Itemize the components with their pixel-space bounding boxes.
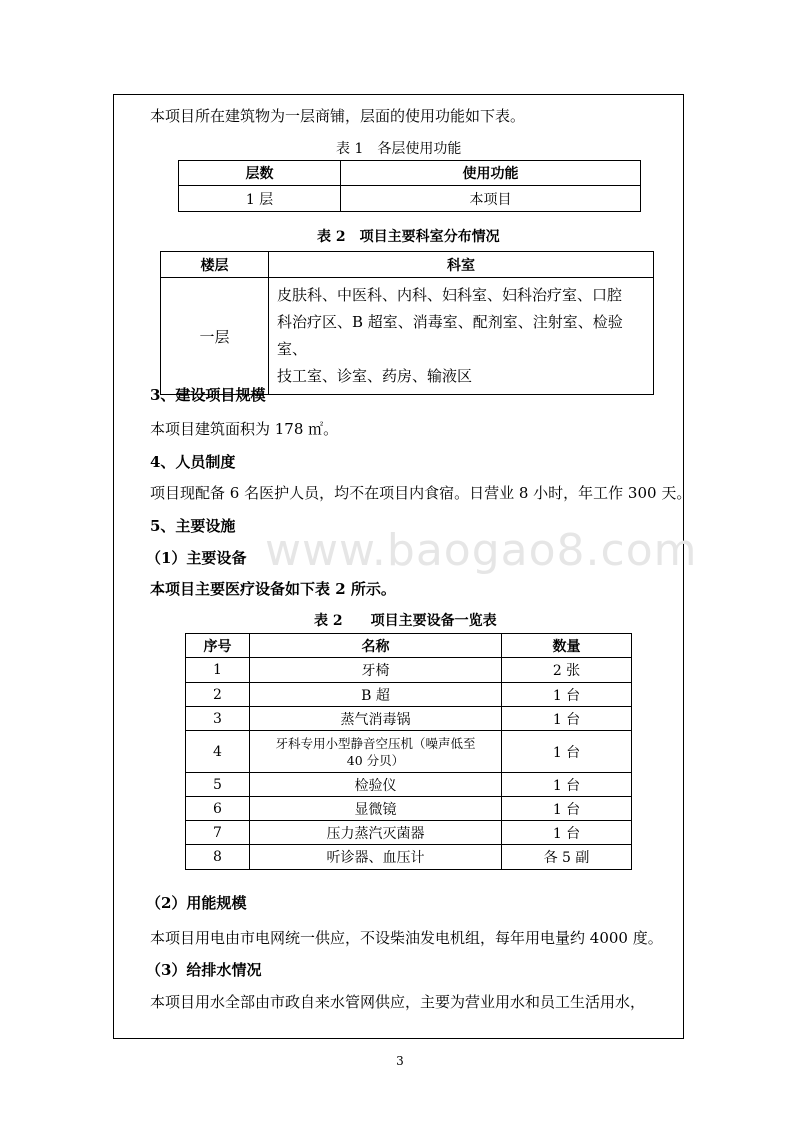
rooms-line: 科治疗区、B 超室、消毒室、配剂室、注射室、检验室、 xyxy=(277,313,623,358)
table3-header-no: 序号 xyxy=(186,634,250,658)
table3-cell: 1 xyxy=(186,658,250,683)
table-row xyxy=(186,683,632,707)
department-table xyxy=(160,251,654,395)
sub1-heading: （1）主要设备 xyxy=(146,549,247,567)
table3-cell: 2 张 xyxy=(502,658,632,683)
table1-header-floor: 层数 xyxy=(179,161,341,186)
table3-cell: 1 台 xyxy=(502,821,632,845)
table-row xyxy=(186,821,632,845)
table3-cell: 牙科专用小型静音空压机（噪声低至 40 分贝） xyxy=(250,731,502,773)
table2-header-rooms: 科室 xyxy=(269,252,654,278)
table1-cell: 本项目 xyxy=(341,186,641,212)
table3-cell: 7 xyxy=(186,821,250,845)
table1-cell: 1 层 xyxy=(179,186,341,212)
table3-cell: 听诊器、血压计 xyxy=(250,845,502,870)
table2-floor-cell: 一层 xyxy=(161,278,269,395)
table2-rooms-cell xyxy=(269,278,654,395)
table3-cell: 2 xyxy=(186,683,250,707)
sub1-text: 本项目主要医疗设备如下表 2 所示。 xyxy=(150,580,396,598)
equipment-table xyxy=(185,633,632,870)
table3-cell: 1 台 xyxy=(502,731,632,773)
section5-heading: 5、主要设施 xyxy=(150,517,236,535)
sub2-text: 本项目用电由市电网统一供应，不设柴油发电机组，每年用电量约 4000 度。 xyxy=(150,929,663,947)
table-row xyxy=(186,845,632,870)
floor-function-table xyxy=(178,160,641,212)
table2-header-floor: 楼层 xyxy=(161,252,269,278)
section4-text: 项目现配备 6 名医护人员，均不在项目内食宿。日营业 8 小时，年工作 300 天。 xyxy=(150,484,692,502)
table3-cell: 1 台 xyxy=(502,773,632,797)
table3-cell: 8 xyxy=(186,845,250,870)
table3-header-name: 名称 xyxy=(250,634,502,658)
table3-cell: 压力蒸汽灭菌器 xyxy=(250,821,502,845)
page-number: 3 xyxy=(396,1054,404,1068)
table3-cell: 蒸气消毒锅 xyxy=(250,707,502,731)
table3-cell: 6 xyxy=(186,797,250,821)
sub2-heading: （2）用能规模 xyxy=(146,894,247,912)
table3-cell: 显微镜 xyxy=(250,797,502,821)
rooms-line: 技工室、诊室、药房、输液区 xyxy=(277,367,473,385)
table3-cell: 1 台 xyxy=(502,683,632,707)
sub3-heading: （3）给排水情况 xyxy=(146,961,262,979)
intro-text: 本项目所在建筑物为一层商铺，层面的使用功能如下表。 xyxy=(150,107,526,125)
table3-cell: 4 xyxy=(186,731,250,773)
section3-heading: 3、建设项目规模 xyxy=(150,386,266,404)
table-row xyxy=(186,731,632,773)
table3-cell: 牙椅 xyxy=(250,658,502,683)
sub3-text: 本项目用水全部由市政自来水管网供应，主要为营业用水和员工生活用水， xyxy=(150,993,646,1011)
table-row xyxy=(179,186,641,212)
table3-cell: 1 台 xyxy=(502,797,632,821)
table3-header-qty: 数量 xyxy=(502,634,632,658)
table3-cell: 检验仪 xyxy=(250,773,502,797)
rooms-line: 皮肤科、中医科、内科、妇科室、妇科治疗室、口腔 xyxy=(277,286,623,304)
table3-caption: 表 2 项目主要设备一览表 xyxy=(314,613,497,629)
watermark: www.baogao8.com xyxy=(265,525,698,576)
table-row xyxy=(161,278,654,395)
section3-text: 本项目建筑面积为 178 ㎡。 xyxy=(150,420,339,438)
table3-cell: 3 xyxy=(186,707,250,731)
table-row xyxy=(186,707,632,731)
table3-cell: 5 xyxy=(186,773,250,797)
table3-cell: 各 5 副 xyxy=(502,845,632,870)
table-row xyxy=(186,658,632,683)
table1-caption: 表 1 各层使用功能 xyxy=(336,141,462,157)
table3-cell: B 超 xyxy=(250,683,502,707)
table-row xyxy=(186,797,632,821)
table2-caption: 表 2 项目主要科室分布情况 xyxy=(317,229,500,245)
table1-header-function: 使用功能 xyxy=(341,161,641,186)
table-row xyxy=(186,773,632,797)
table3-cell: 1 台 xyxy=(502,707,632,731)
section4-heading: 4、人员制度 xyxy=(150,453,236,471)
